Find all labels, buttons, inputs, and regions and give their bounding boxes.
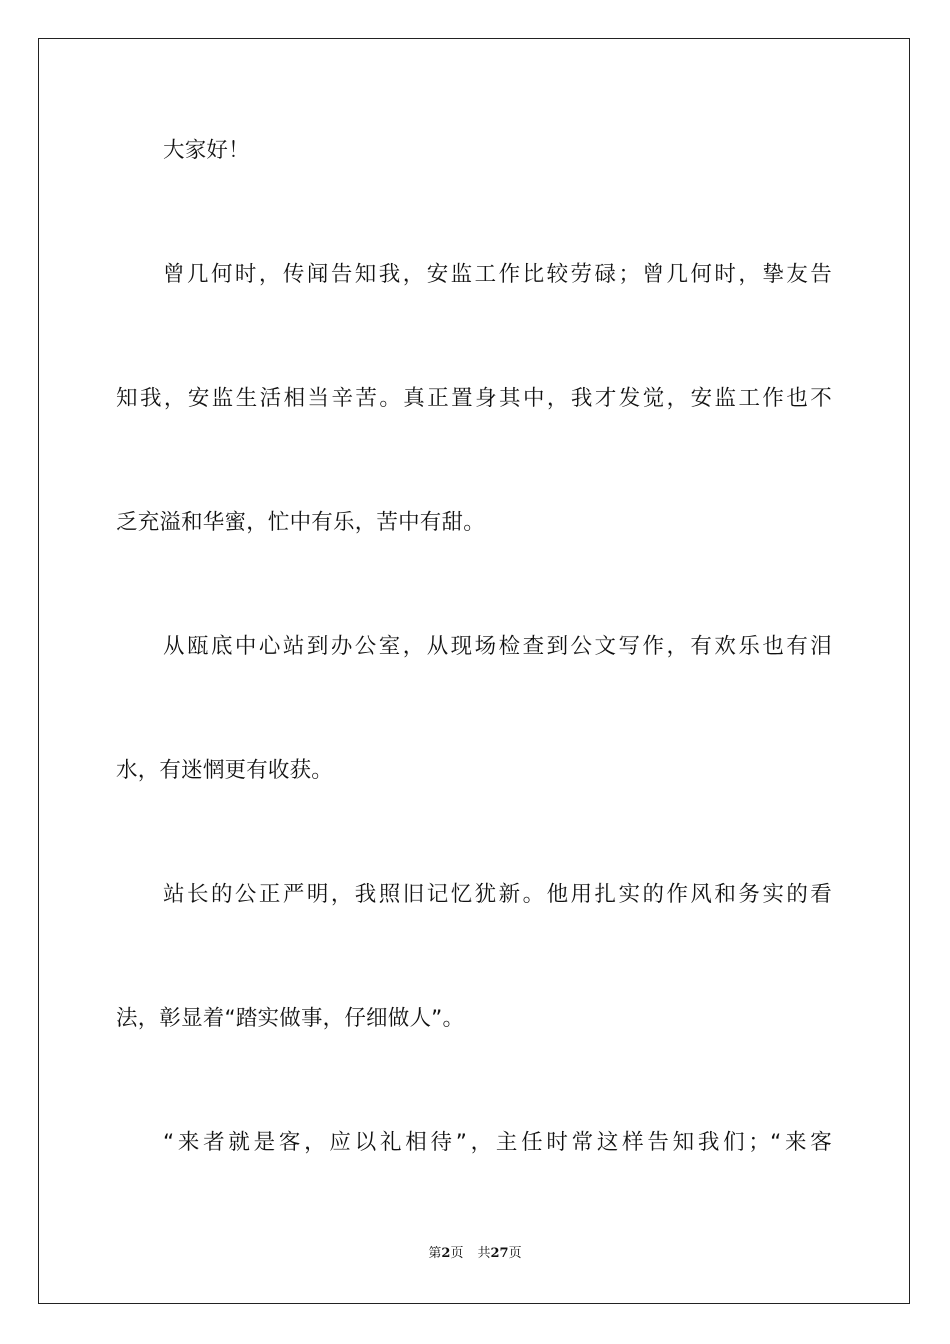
paragraph-line: 法，彰显着“踏实做事，仔细做人”。	[116, 1006, 465, 1031]
total-prefix: 共	[477, 1246, 491, 1261]
paragraph-line: 水，有迷惘更有收获。	[116, 758, 334, 783]
paragraph-line: 知我，安监生活相当辛苦。真正置身其中，我才发觉，安监工作也不	[116, 386, 832, 411]
page-current: 2	[441, 1246, 451, 1261]
paragraph-greeting: 大家好！	[163, 138, 250, 163]
page-footer	[0, 1244, 950, 1264]
page-total: 27	[490, 1246, 509, 1261]
paragraph-line: 从瓯底中心站到办公室，从现场检查到公文写作，有欢乐也有泪	[163, 634, 832, 659]
total-suffix: 页	[508, 1246, 522, 1261]
page-suffix: 页	[450, 1246, 464, 1261]
paragraph-line: 站长的公正严明，我照旧记忆犹新。他用扎实的作风和务实的看	[163, 882, 832, 907]
paragraph-line: 曾几何时，传闻告知我，安监工作比较劳碌；曾几何时，挚友告	[163, 262, 832, 287]
page-prefix: 第	[428, 1246, 442, 1261]
page-border	[38, 38, 910, 1304]
paragraph-line: “来者就是客，应以礼相待”，主任时常这样告知我们；“来客	[163, 1130, 832, 1155]
paragraph-line: 乏充溢和华蜜，忙中有乐，苦中有甜。	[116, 510, 485, 535]
